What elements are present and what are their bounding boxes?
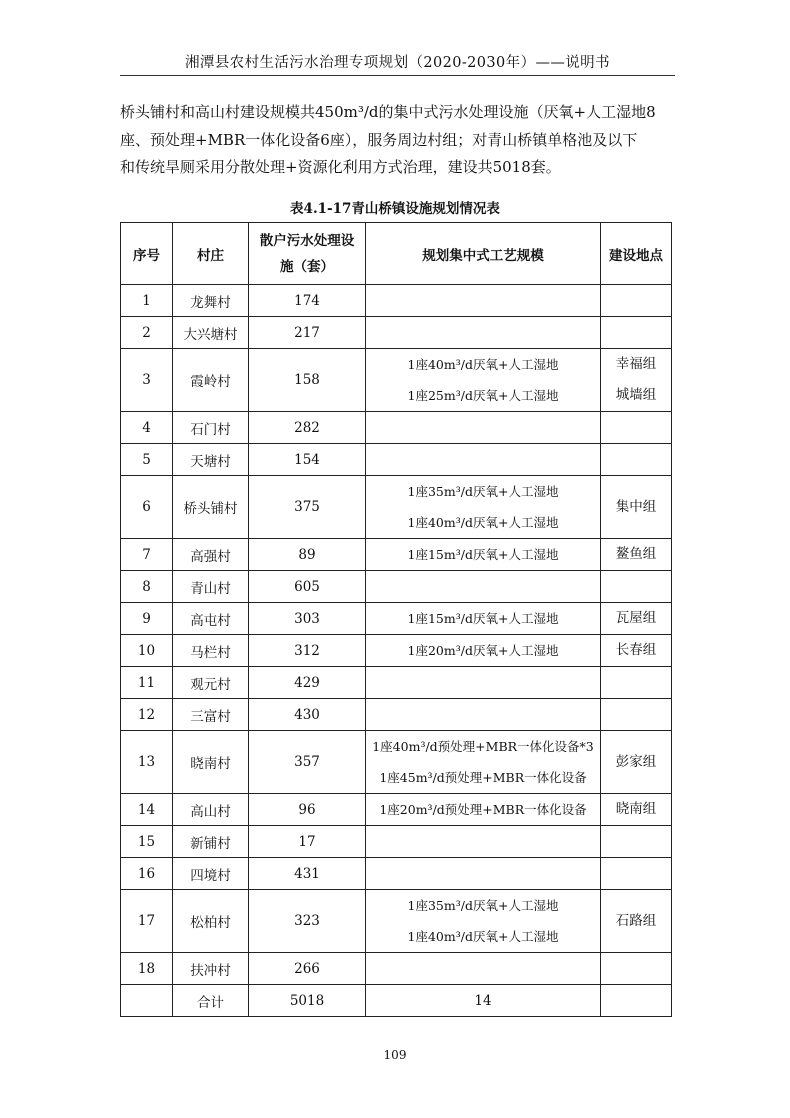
table-row — [121, 826, 672, 858]
facility-line: 1座40m³/d厌氧+人工湿地 — [407, 357, 559, 372]
row-village: 新铺村 — [173, 826, 249, 858]
header-scattered-line2: 施（套） — [280, 258, 334, 275]
row-scattered-count: 375 — [249, 476, 366, 539]
row-scattered-count: 89 — [249, 539, 366, 571]
row-index: 16 — [121, 858, 173, 890]
table-row — [121, 539, 672, 571]
row-facility-cell — [366, 826, 601, 858]
row-village: 高强村 — [173, 539, 249, 571]
location-line: 石路组 — [615, 912, 657, 929]
row-scattered-count: 96 — [249, 794, 366, 826]
table-row — [121, 603, 672, 635]
row-scattered-count: 431 — [249, 858, 366, 890]
table-body — [121, 285, 672, 1017]
row-index: 15 — [121, 826, 173, 858]
row-scattered-count: 429 — [249, 667, 366, 699]
row-facility-cell — [366, 539, 601, 571]
row-location-cell — [601, 444, 672, 476]
header-location: 建设地点 — [601, 223, 672, 285]
location-line: 幸福组 — [615, 356, 657, 372]
row-index: 14 — [121, 794, 173, 826]
paragraph-line: 座、预处理+MBR一体化设备6座），服务周边村组；对青山桥镇单格池及以下 — [120, 130, 638, 149]
row-facility-cell — [366, 890, 601, 953]
row-location-cell — [601, 667, 672, 699]
row-index: 18 — [121, 953, 173, 985]
row-village: 石门村 — [173, 412, 249, 444]
facility-line: 1座25m³/d厌氧+人工湿地 — [407, 388, 559, 403]
row-index: 7 — [121, 539, 173, 571]
row-facility-cell — [366, 858, 601, 890]
facility-line: 1座35m³/d厌氧+人工湿地 — [407, 484, 559, 499]
row-index: 8 — [121, 571, 173, 603]
location-line: 瓦屋组 — [615, 610, 657, 626]
header-divider — [120, 75, 675, 76]
table-row — [121, 731, 672, 794]
table-row — [121, 412, 672, 444]
row-facility-cell — [366, 603, 601, 635]
row-village: 晓南村 — [173, 731, 249, 794]
row-scattered-count: 174 — [249, 285, 366, 317]
row-location-cell — [601, 317, 672, 349]
table-row — [121, 667, 672, 699]
facility-line: 1座15m³/d厌氧+人工湿地 — [407, 611, 559, 626]
row-scattered-count: 357 — [249, 731, 366, 794]
header-scattered — [249, 223, 366, 285]
page-number: 109 — [383, 1048, 407, 1062]
row-village: 天塘村 — [173, 444, 249, 476]
row-facility-cell — [366, 412, 601, 444]
location-line: 鳌鱼组 — [615, 546, 657, 562]
total-location — [601, 985, 672, 1017]
row-village: 马栏村 — [173, 635, 249, 667]
row-scattered-count: 605 — [249, 571, 366, 603]
paragraph-line: 和传统旱厕采用分散处理+资源化利用方式治理，建设共5018套。 — [120, 158, 561, 176]
row-index: 13 — [121, 731, 173, 794]
total-scattered: 5018 — [249, 985, 366, 1017]
total-facility: 14 — [366, 985, 601, 1017]
facility-line: 1座40m³/d厌氧+人工湿地 — [407, 929, 559, 944]
row-facility-cell — [366, 476, 601, 539]
row-facility-cell — [366, 571, 601, 603]
row-location-cell — [601, 349, 672, 412]
row-index: 9 — [121, 603, 173, 635]
row-scattered-count: 158 — [249, 349, 366, 412]
row-facility-cell — [366, 953, 601, 985]
facility-line: 1座20m³/d预处理+MBR一体化设备 — [379, 802, 587, 817]
row-location-cell — [601, 476, 672, 539]
row-scattered-count: 217 — [249, 317, 366, 349]
location-line: 城墙组 — [615, 387, 657, 403]
header-index: 序号 — [121, 223, 173, 285]
row-index: 3 — [121, 349, 173, 412]
row-facility-cell — [366, 794, 601, 826]
facility-line: 1座40m³/d预处理+MBR一体化设备*3 — [372, 739, 594, 754]
row-index: 11 — [121, 667, 173, 699]
location-line: 彭家组 — [615, 753, 657, 770]
table-row — [121, 794, 672, 826]
facility-line: 1座20m³/d厌氧+人工湿地 — [407, 643, 559, 658]
row-facility-cell — [366, 635, 601, 667]
row-location-cell — [601, 571, 672, 603]
total-index — [121, 985, 173, 1017]
row-location-cell — [601, 953, 672, 985]
row-index: 4 — [121, 412, 173, 444]
table-row — [121, 317, 672, 349]
row-scattered-count: 266 — [249, 953, 366, 985]
row-location-cell — [601, 731, 672, 794]
row-location-cell — [601, 826, 672, 858]
row-village: 高山村 — [173, 794, 249, 826]
table-row — [121, 953, 672, 985]
row-index: 10 — [121, 635, 173, 667]
table-row — [121, 699, 672, 731]
location-line: 晓南组 — [615, 801, 657, 817]
body-paragraph — [120, 99, 680, 182]
row-index: 17 — [121, 890, 173, 953]
total-label: 合计 — [173, 985, 249, 1017]
row-scattered-count: 17 — [249, 826, 366, 858]
row-scattered-count: 154 — [249, 444, 366, 476]
row-facility-cell — [366, 667, 601, 699]
facility-line: 1座15m³/d厌氧+人工湿地 — [407, 547, 559, 562]
row-location-cell — [601, 699, 672, 731]
table-row — [121, 858, 672, 890]
table-caption: 表4.1-17青山桥镇设施规划情况表 — [290, 201, 500, 217]
row-index: 6 — [121, 476, 173, 539]
facility-line: 1座35m³/d厌氧+人工湿地 — [407, 898, 559, 913]
row-facility-cell — [366, 699, 601, 731]
row-village: 龙舞村 — [173, 285, 249, 317]
row-index: 5 — [121, 444, 173, 476]
row-facility-cell — [366, 349, 601, 412]
row-village: 三富村 — [173, 699, 249, 731]
table-row — [121, 476, 672, 539]
page-header: 湘潭县农村生活污水治理专项规划（2020-2030年）——说明书 — [184, 55, 610, 71]
table-row — [121, 635, 672, 667]
row-facility-cell — [366, 444, 601, 476]
table-row — [121, 285, 672, 317]
header-village: 村庄 — [173, 223, 249, 285]
row-location-cell — [601, 603, 672, 635]
row-scattered-count: 323 — [249, 890, 366, 953]
row-location-cell — [601, 635, 672, 667]
row-facility-cell — [366, 317, 601, 349]
facility-plan-table — [120, 222, 672, 1017]
table-row — [121, 349, 672, 412]
header-facility: 规划集中式工艺规模 — [366, 223, 601, 285]
row-village: 桥头铺村 — [173, 476, 249, 539]
row-village: 大兴塘村 — [173, 317, 249, 349]
row-location-cell — [601, 890, 672, 953]
row-scattered-count: 303 — [249, 603, 366, 635]
row-village: 霞岭村 — [173, 349, 249, 412]
row-village: 青山村 — [173, 571, 249, 603]
row-facility-cell — [366, 731, 601, 794]
row-village: 高屯村 — [173, 603, 249, 635]
header-scattered-line1: 散户污水处理设 — [259, 232, 355, 249]
row-facility-cell — [366, 285, 601, 317]
table-row — [121, 890, 672, 953]
table-row — [121, 571, 672, 603]
row-location-cell — [601, 794, 672, 826]
location-line: 集中组 — [615, 498, 657, 515]
location-line: 长春组 — [615, 642, 657, 658]
row-location-cell — [601, 539, 672, 571]
row-village: 扶冲村 — [173, 953, 249, 985]
row-scattered-count: 312 — [249, 635, 366, 667]
facility-line: 1座45m³/d预处理+MBR一体化设备 — [379, 770, 587, 785]
row-location-cell — [601, 285, 672, 317]
row-village: 观元村 — [173, 667, 249, 699]
row-location-cell — [601, 858, 672, 890]
row-village: 松柏村 — [173, 890, 249, 953]
row-scattered-count: 430 — [249, 699, 366, 731]
facility-line: 1座40m³/d厌氧+人工湿地 — [407, 515, 559, 530]
row-scattered-count: 282 — [249, 412, 366, 444]
row-index: 1 — [121, 285, 173, 317]
row-index: 12 — [121, 699, 173, 731]
total-row — [121, 985, 672, 1017]
row-location-cell — [601, 412, 672, 444]
row-index: 2 — [121, 317, 173, 349]
row-village: 四境村 — [173, 858, 249, 890]
table-row — [121, 444, 672, 476]
paragraph-line: 桥头铺村和高山村建设规模共450m³/d的集中式污水处理设施（厌氧+人工湿地8 — [120, 103, 656, 121]
table-header-row — [121, 223, 672, 285]
